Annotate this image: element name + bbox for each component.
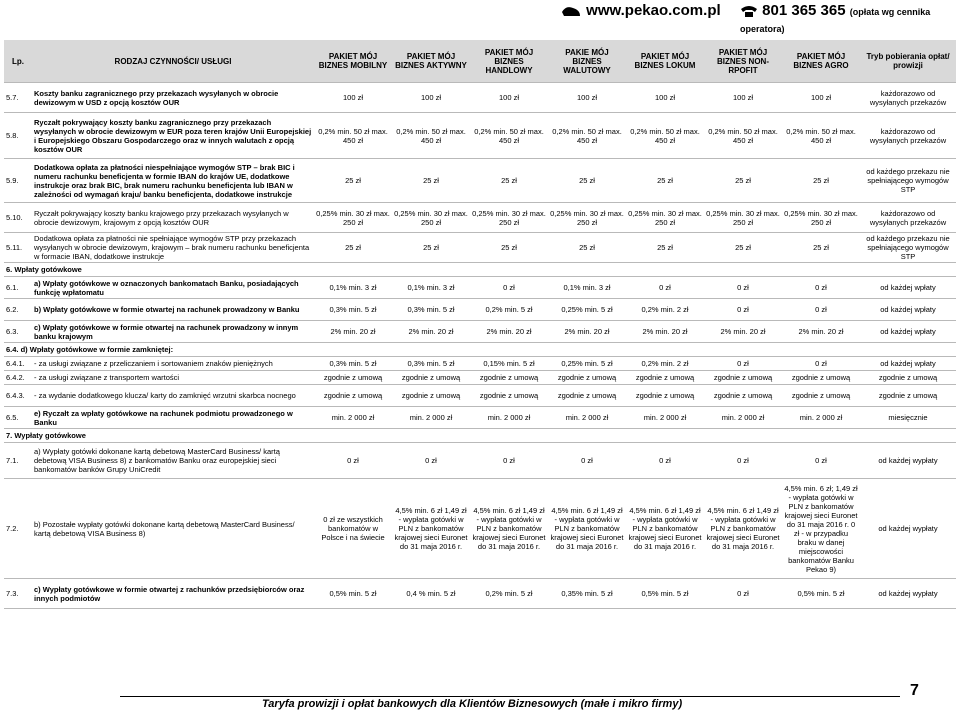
- fee-cell: 25 zł: [470, 159, 548, 203]
- row-number: 6.4.1.: [4, 357, 32, 371]
- fee-cell: 0,3% min. 5 zł: [392, 357, 470, 371]
- fee-cell: 0,2% min. 5 zł: [470, 579, 548, 609]
- fee-cell: 0,1% min. 3 zł: [314, 277, 392, 299]
- fee-cell: 25 zł: [392, 233, 470, 263]
- fee-cell: 25 zł: [626, 159, 704, 203]
- phone-number: [740, 2, 960, 36]
- fee-cell: 0,25% min. 30 zł max. 250 zł: [704, 203, 782, 233]
- table-row: [4, 443, 956, 479]
- table-row: [4, 385, 956, 407]
- service-description: - za wydanie dodatkowego klucza/ karty do zamknięć wrzutni skarbca nocnego: [32, 385, 314, 407]
- row-number: 5.9.: [4, 159, 32, 203]
- charge-mode: miesięcznie: [860, 407, 956, 429]
- fee-cell: 0,25% min. 5 zł: [548, 357, 626, 371]
- fee-cell: 0,2% min. 50 zł max. 450 zł: [392, 113, 470, 159]
- fee-cell: 25 zł: [548, 233, 626, 263]
- row-number: 7.2.: [4, 479, 32, 579]
- row-number: 6.4.3.: [4, 385, 32, 407]
- fee-cell: 100 zł: [782, 83, 860, 113]
- service-description: c) Wypłaty gotówkowe w formie otwartej z rachunków przedsiębiorców oraz innych podmiotów: [32, 579, 314, 609]
- fee-cell: zgodnie z umową: [470, 371, 548, 385]
- column-header: PAKIE MÓJ BIZNES WALUTOWY: [548, 40, 626, 83]
- row-number: 6.5.: [4, 407, 32, 429]
- charge-mode: od każdej wpłaty: [860, 357, 956, 371]
- table-row: [4, 579, 956, 609]
- fee-cell: 0,25% min. 30 zł max. 250 zł: [548, 203, 626, 233]
- fee-cell: 100 zł: [626, 83, 704, 113]
- charge-mode: od każdego przekazu nie spełniającego wymogów STP: [860, 233, 956, 263]
- fee-cell: min. 2 000 zł: [314, 407, 392, 429]
- fee-cell: 100 zł: [392, 83, 470, 113]
- charge-mode: od każdej wypłaty: [860, 579, 956, 609]
- fee-cell: zgodnie z umową: [626, 385, 704, 407]
- table-row: [4, 233, 956, 263]
- fee-cell: 0,25% min. 5 zł: [548, 299, 626, 321]
- fee-cell: 0,1% min. 3 zł: [392, 277, 470, 299]
- fee-cell: 0,2% min. 5 zł: [470, 299, 548, 321]
- service-description: c) Wpłaty gotówkowe w formie otwartej na rachunek prowadzony w innym banku krajowym: [32, 321, 314, 343]
- service-description: - za usługi związane z przeliczaniem i sortowaniem znaków pieniężnych: [32, 357, 314, 371]
- fee-cell: 4,5% min. 6 zł 1,49 zł - wypłata gotówki w PLN z bankomatów krajowej sieci Euronet do 31 maja 2016 r.: [470, 479, 548, 579]
- table-row: [4, 479, 956, 579]
- fee-cell: 0,25% min. 30 zł max. 250 zł: [314, 203, 392, 233]
- fee-cell: min. 2 000 zł: [626, 407, 704, 429]
- fee-cell: 4,5% min. 6 zł; 1,49 zł - wypłata gotówki w PLN z bankomatów krajowej sieci Euronet do 31 maja 2016 r. 0 zł - w przypadku braku w danej miejscowości bankomatów Banku Pekao 9): [782, 479, 860, 579]
- fee-cell: 0 zł: [626, 277, 704, 299]
- service-description: Dodatkowa opłata za płatności nie spełniające wymogów STP przy przekazach wysyłanych w obrocie dewizowym, krajowym – brak numeru rachunku beneficjenta w formacie IBAN, dodatkowe instrukcje: [32, 233, 314, 263]
- charge-mode: zgodnie z umową: [860, 385, 956, 407]
- fee-cell: 4,5% min. 6 zł 1,49 zł - wypłata gotówki w PLN z bankomatów krajowej sieci Euronet do 31 maja 2016 r.: [392, 479, 470, 579]
- service-description: e) Ryczałt za wpłaty gotówkowe na rachunek podmiotu prowadzonego w Banku: [32, 407, 314, 429]
- fee-cell: 2% min. 20 zł: [392, 321, 470, 343]
- table-row: [4, 113, 956, 159]
- service-description: a) Wpłaty gotówkowe w oznaczonych bankomatach Banku, posiadających funkcję wpłatomatu: [32, 277, 314, 299]
- fee-cell: min. 2 000 zł: [782, 407, 860, 429]
- service-description: Ryczałt pokrywający koszty banku krajowego przy przekazach wysyłanych w obrocie dewizowym, krajowym z opcją kosztów OUR: [32, 203, 314, 233]
- fee-cell: 0 zł: [704, 443, 782, 479]
- fee-cell: 0 zł: [626, 443, 704, 479]
- fee-cell: zgodnie z umową: [392, 371, 470, 385]
- row-number: 5.10.: [4, 203, 32, 233]
- fee-cell: 0,2% min. 50 zł max. 450 zł: [782, 113, 860, 159]
- fee-cell: 100 zł: [548, 83, 626, 113]
- fee-cell: 0 zł: [704, 579, 782, 609]
- fee-cell: zgodnie z umową: [704, 371, 782, 385]
- fee-cell: 25 zł: [704, 233, 782, 263]
- fee-cell: 0,1% min. 3 zł: [548, 277, 626, 299]
- column-header: PAKIET MÓJ BIZNES AGRO: [782, 40, 860, 83]
- fee-cell: 0,4 % min. 5 zł: [392, 579, 470, 609]
- fee-cell: 25 zł: [782, 159, 860, 203]
- fee-cell: 25 zł: [626, 233, 704, 263]
- fee-cell: zgodnie z umową: [782, 385, 860, 407]
- fee-cell: 100 zł: [314, 83, 392, 113]
- footer-divider: [120, 696, 900, 697]
- fee-cell: 0,2% min. 2 zł: [626, 299, 704, 321]
- fee-cell: 0 zł: [704, 299, 782, 321]
- fee-cell: 25 zł: [548, 159, 626, 203]
- fee-cell: 100 zł: [470, 83, 548, 113]
- fee-cell: min. 2 000 zł: [392, 407, 470, 429]
- fee-cell: 4,5% min. 6 zł 1,49 zł - wypłata gotówki w PLN z bankomatów krajowej sieci Euronet do 31 maja 2016 r.: [548, 479, 626, 579]
- column-header: PAKIET MÓJ BIZNES HANDLOWY: [470, 40, 548, 83]
- top-bar: [0, 0, 960, 34]
- fee-cell: 0,25% min. 30 zł max. 250 zł: [392, 203, 470, 233]
- phone-text: 801 365 365: [762, 2, 846, 19]
- row-number: 5.8.: [4, 113, 32, 159]
- fee-cell: 2% min. 20 zł: [548, 321, 626, 343]
- fee-cell: 0,5% min. 5 zł: [782, 579, 860, 609]
- charge-mode: od każdej wpłaty: [860, 299, 956, 321]
- section-title: 6.4. d) Wpłaty gotówkowe w formie zamkniętej:: [4, 343, 956, 357]
- section-row: [4, 429, 956, 443]
- service-description: b) Pozostałe wypłaty gotówki dokonane kartą debetową MasterCard Business/ kartą debetową VISA Business 8): [32, 479, 314, 579]
- fee-cell: 4,5% min. 6 zł 1,49 zł - wypłata gotówki w PLN z bankomatów krajowej sieci Euronet do 31 maja 2016 r.: [704, 479, 782, 579]
- page-number: 7: [910, 682, 919, 699]
- fee-cell: 0,2% min. 50 zł max. 450 zł: [470, 113, 548, 159]
- charge-mode: każdorazowo od wysyłanych przekazów: [860, 113, 956, 159]
- row-number: 7.1.: [4, 443, 32, 479]
- table-row: [4, 357, 956, 371]
- service-description: Koszty banku zagranicznego przy przekazach wysyłanych w obrocie dewizowym w USD z opcją kosztów OUR: [32, 83, 314, 113]
- service-description: a) Wypłaty gotówki dokonane kartą debetową MasterCard Business/ kartą debetową VISA Business 8) z bankomatów Banku oraz europejskiej sieci bankomatów banków Grupy UniCredit: [32, 443, 314, 479]
- fee-cell: zgodnie z umową: [314, 371, 392, 385]
- section-row: [4, 343, 956, 357]
- fee-cell: 0,2% min. 2 zł: [626, 357, 704, 371]
- fee-cell: 0 zł: [314, 443, 392, 479]
- fee-cell: 0,3% min. 5 zł: [314, 357, 392, 371]
- fee-cell: zgodnie z umową: [548, 371, 626, 385]
- fee-cell: zgodnie z umową: [314, 385, 392, 407]
- fee-cell: zgodnie z umową: [548, 385, 626, 407]
- charge-mode: każdorazowo od wysyłanych przekazów: [860, 203, 956, 233]
- mouse-icon: [560, 4, 582, 18]
- fee-cell: 25 zł: [314, 159, 392, 203]
- fee-cell: 0 zł: [548, 443, 626, 479]
- table-row: [4, 407, 956, 429]
- phone-icon: [740, 4, 758, 18]
- fee-cell: 25 zł: [470, 233, 548, 263]
- fee-cell: 0 zł: [782, 277, 860, 299]
- fee-cell: 0,2% min. 50 zł max. 450 zł: [314, 113, 392, 159]
- table-header: [4, 40, 956, 83]
- fee-cell: 0 zł: [470, 277, 548, 299]
- fee-cell: 0,15% min. 5 zł: [470, 357, 548, 371]
- service-description: b) Wpłaty gotówkowe w formie otwartej na rachunek prowadzony w Banku: [32, 299, 314, 321]
- fee-cell: 0,2% min. 50 zł max. 450 zł: [548, 113, 626, 159]
- fee-cell: 0,35% min. 5 zł: [548, 579, 626, 609]
- charge-mode: od każdej wpłaty: [860, 277, 956, 299]
- fee-cell: 25 zł: [314, 233, 392, 263]
- service-description: Ryczałt pokrywający koszty banku zagranicznego przy przekazach wysyłanych w obrocie dewizowym w EUR poza teren krajów Unii Europejskiej i Europejskiego Obszaru Gospodarczego oraz w innych walutach z opcją kosztów OUR: [32, 113, 314, 159]
- column-header: PAKIET MÓJ BIZNES MOBILNY: [314, 40, 392, 83]
- table-row: [4, 299, 956, 321]
- section-row: [4, 263, 956, 277]
- website-link[interactable]: [560, 2, 721, 19]
- fee-cell: 0,2% min. 50 zł max. 450 zł: [704, 113, 782, 159]
- section-title: 7. Wypłaty gotówkowe: [4, 429, 956, 443]
- row-number: 5.11.: [4, 233, 32, 263]
- fee-cell: 2% min. 20 zł: [704, 321, 782, 343]
- row-number: 6.4.2.: [4, 371, 32, 385]
- charge-mode: od każdej wypłaty: [860, 479, 956, 579]
- charge-mode: od każdej wypłaty: [860, 443, 956, 479]
- fee-cell: 0 zł: [782, 357, 860, 371]
- table-row: [4, 371, 956, 385]
- table-row: [4, 321, 956, 343]
- fee-cell: 0,5% min. 5 zł: [314, 579, 392, 609]
- phone-note: (opłata wg cennika operatora): [740, 7, 931, 34]
- fee-cell: 0 zł: [782, 299, 860, 321]
- website-text: www.pekao.com.pl: [586, 2, 721, 19]
- fee-cell: zgodnie z umową: [626, 371, 704, 385]
- table-row: [4, 203, 956, 233]
- fee-cell: 0,3% min. 5 zł: [392, 299, 470, 321]
- service-description: Dodatkowa opłata za płatności niespełniające wymogów STP – brak BIC i numeru rachunku beneficjenta w formie IBAN do krajów UE, dodatkowe instrukcje oraz brak BIC, brak numeru rachunku beneficjenta lub IBAN w zależności od wymagań kraju/ banku beneficjenta, dodatkowe instrukcje: [32, 159, 314, 203]
- row-number: 6.1.: [4, 277, 32, 299]
- column-header: PAKIET MÓJ BIZNES LOKUM: [626, 40, 704, 83]
- charge-mode: zgodnie z umową: [860, 371, 956, 385]
- column-header: Lp.: [4, 40, 32, 83]
- table-row: [4, 277, 956, 299]
- column-header: Tryb pobierania opłat/ prowizji: [860, 40, 956, 83]
- charge-mode: od każdego przekazu nie spełniającego wymogów STP: [860, 159, 956, 203]
- row-number: 5.7.: [4, 83, 32, 113]
- fee-cell: 2% min. 20 zł: [470, 321, 548, 343]
- fee-cell: 2% min. 20 zł: [782, 321, 860, 343]
- fee-cell: 0,3% min. 5 zł: [314, 299, 392, 321]
- charge-mode: każdorazowo od wysyłanych przekazów: [860, 83, 956, 113]
- fee-cell: 0,2% min. 50 zł max. 450 zł: [626, 113, 704, 159]
- charge-mode: od każdej wpłaty: [860, 321, 956, 343]
- row-number: 7.3.: [4, 579, 32, 609]
- column-header: PAKIET MÓJ BIZNES NON-RPOFIT: [704, 40, 782, 83]
- table-row: [4, 159, 956, 203]
- fee-cell: min. 2 000 zł: [704, 407, 782, 429]
- fee-cell: 2% min. 20 zł: [314, 321, 392, 343]
- fee-cell: 0,25% min. 30 zł max. 250 zł: [626, 203, 704, 233]
- fee-cell: 0 zł: [782, 443, 860, 479]
- row-number: 6.2.: [4, 299, 32, 321]
- fee-cell: 0 zł: [392, 443, 470, 479]
- service-description: - za usługi związane z transportem wartości: [32, 371, 314, 385]
- fee-cell: 0 zł: [704, 277, 782, 299]
- fee-cell: 100 zł: [704, 83, 782, 113]
- fee-cell: zgodnie z umową: [470, 385, 548, 407]
- fee-cell: 4,5% min. 6 zł 1,49 zł - wypłata gotówki w PLN z bankomatów krajowej sieci Euronet do 31 maja 2016 r.: [626, 479, 704, 579]
- table-row: [4, 83, 956, 113]
- fee-cell: zgodnie z umową: [392, 385, 470, 407]
- fee-cell: 25 zł: [392, 159, 470, 203]
- footer: [0, 682, 960, 713]
- fee-cell: 25 zł: [704, 159, 782, 203]
- fee-cell: 0 zł ze wszystkich bankomatów w Polsce i na świecie: [314, 479, 392, 579]
- fee-cell: min. 2 000 zł: [470, 407, 548, 429]
- fee-cell: 0 zł: [470, 443, 548, 479]
- fee-cell: 0,25% min. 30 zł max. 250 zł: [782, 203, 860, 233]
- fee-cell: 2% min. 20 zł: [626, 321, 704, 343]
- fee-cell: 0 zł: [704, 357, 782, 371]
- fee-cell: 0,25% min. 30 zł max. 250 zł: [470, 203, 548, 233]
- fee-cell: zgodnie z umową: [704, 385, 782, 407]
- fee-cell: min. 2 000 zł: [548, 407, 626, 429]
- column-header: RODZAJ CZYNNOŚCI/ USŁUGI: [32, 40, 314, 83]
- fee-cell: 25 zł: [782, 233, 860, 263]
- column-header: PAKIET MÓJ BIZNES AKTYWNY: [392, 40, 470, 83]
- footer-title: Taryfa prowizji i opłat bankowych dla Klientów Biznesowych (małe i mikro firmy): [262, 698, 683, 710]
- section-title: 6. Wpłaty gotówkowe: [4, 263, 956, 277]
- row-number: 6.3.: [4, 321, 32, 343]
- fee-table: [4, 40, 956, 609]
- fee-cell: 0,5% min. 5 zł: [626, 579, 704, 609]
- fee-cell: zgodnie z umową: [782, 371, 860, 385]
